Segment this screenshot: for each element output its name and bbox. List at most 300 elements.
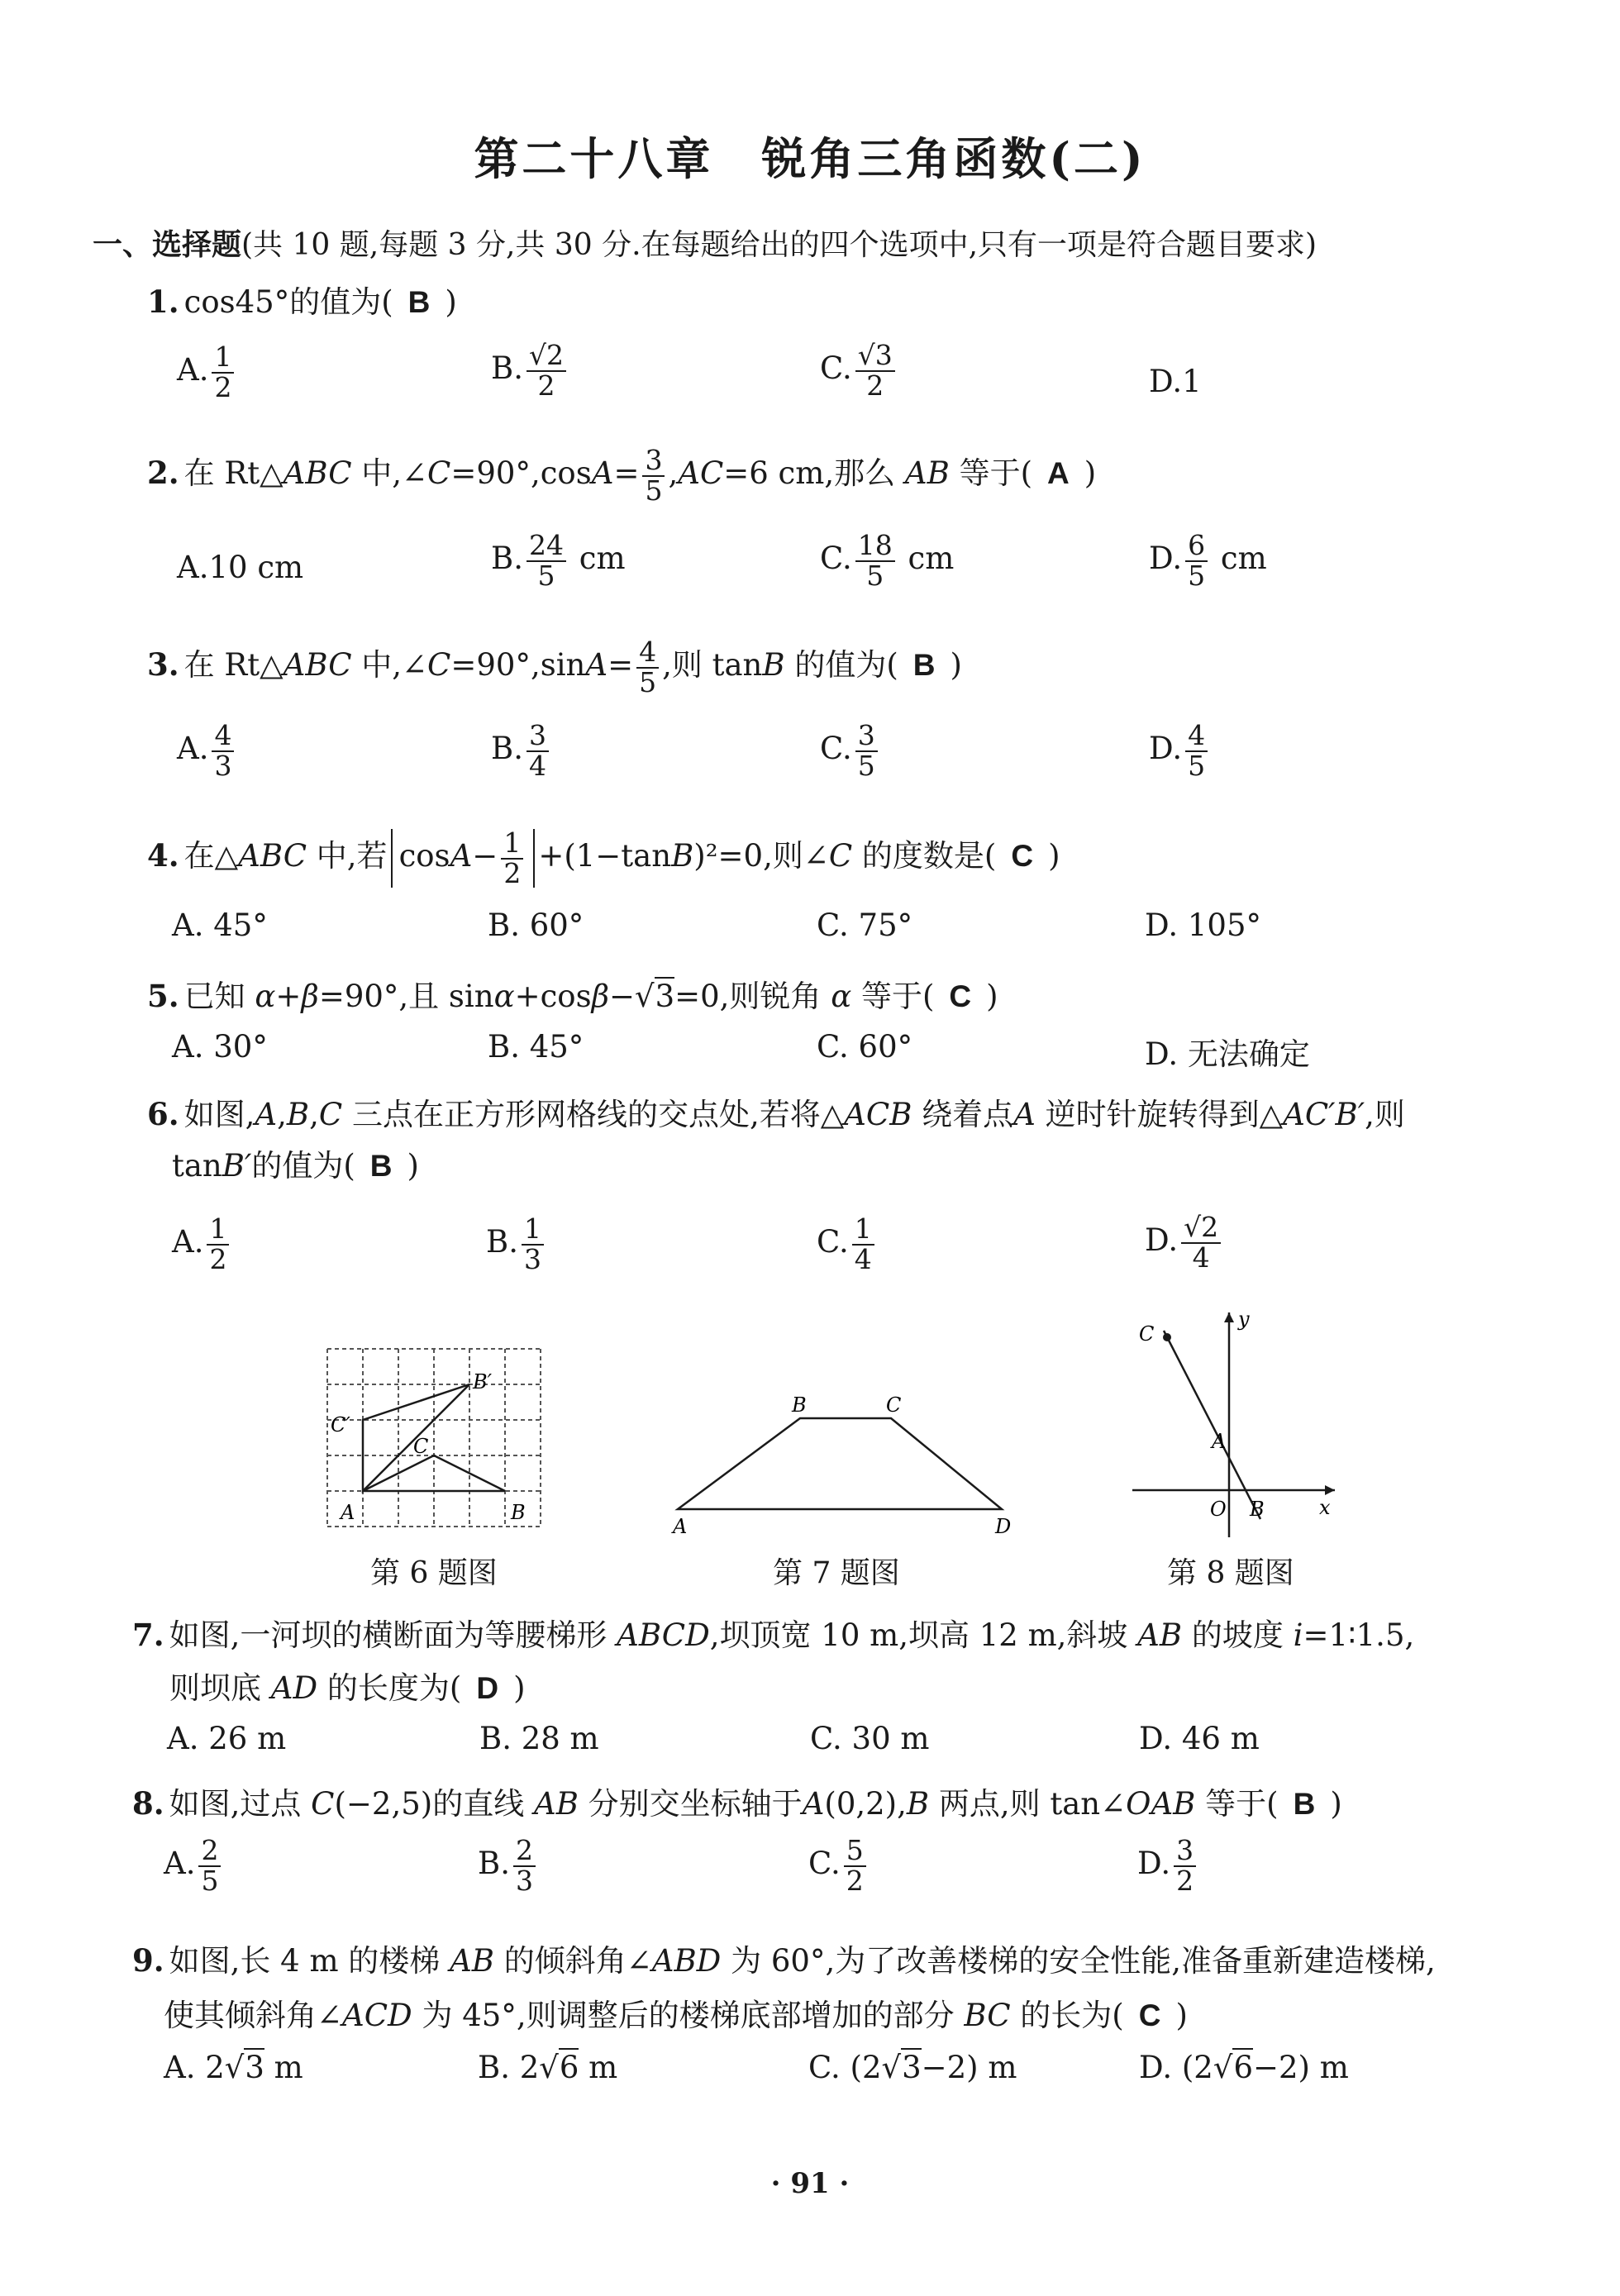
question-text: 则坝底: [169, 1670, 271, 1706]
option-6b[interactable]: [486, 1212, 547, 1275]
option-3a[interactable]: [177, 719, 237, 782]
question-text: ,: [309, 1097, 319, 1132]
figure-7-caption: 第 7 题图: [773, 1556, 900, 1590]
question-text: (−2,5)的直线: [334, 1786, 534, 1822]
question-text: 逆时针旋转得到△: [1035, 1097, 1284, 1132]
y-axis-arrow: [1224, 1312, 1234, 1322]
question-text: 中,∠: [351, 455, 428, 492]
question-text: 如图,: [183, 1097, 255, 1132]
option-9b[interactable]: [478, 2050, 617, 2085]
option-text: 30°: [213, 1029, 268, 1065]
question-text: 如图,过点: [169, 1786, 312, 1822]
question-text: 等于(: [949, 455, 1033, 492]
radicand: 6: [559, 2050, 579, 2085]
label-x: x: [1319, 1496, 1331, 1519]
option-label: B.: [488, 907, 520, 943]
question-number: 4.: [147, 837, 179, 874]
point-c: [1163, 1333, 1171, 1341]
numerator: 4: [212, 722, 234, 752]
question-text: tan: [172, 1148, 222, 1184]
math-var: i: [1293, 1617, 1303, 1653]
option-4a[interactable]: [172, 907, 268, 943]
question-text: ,坝顶宽 10 m,坝高 12 m,斜坡: [709, 1617, 1138, 1653]
option-text: (2: [1181, 2050, 1213, 2085]
question-3: [147, 638, 962, 697]
option-5c[interactable]: [817, 1029, 912, 1065]
option-text: 60°: [858, 1029, 913, 1065]
option-4b[interactable]: [488, 907, 584, 943]
denominator: 3: [523, 1242, 541, 1275]
question-number: 9.: [132, 1942, 164, 1979]
question-4: [147, 826, 1060, 889]
option-label: A.: [167, 1721, 199, 1756]
denominator: 2: [209, 1242, 227, 1275]
option-7c[interactable]: [810, 1721, 929, 1756]
option-8d[interactable]: [1137, 1836, 1199, 1895]
question-text: ,: [277, 1097, 287, 1132]
option-text: 45°: [213, 907, 268, 943]
question-number: 6.: [147, 1096, 179, 1132]
denominator: 4: [1192, 1241, 1210, 1274]
question-9-line2: [164, 1990, 1188, 2035]
math-var: AB: [450, 1943, 494, 1979]
label-O: O: [1210, 1498, 1227, 1521]
option-text: (2: [850, 2050, 882, 2085]
question-text: +: [275, 979, 302, 1014]
page-number: · 91 ·: [770, 2167, 850, 2200]
question-text: 两点,则 tan∠: [929, 1786, 1127, 1822]
label-C: C: [1139, 1322, 1155, 1346]
question-text: 的度数是(: [852, 838, 997, 874]
math-var: B: [906, 1786, 930, 1822]
option-4c[interactable]: [817, 907, 912, 943]
label-B: B: [511, 1501, 526, 1524]
numerator: √3: [855, 341, 895, 372]
math-var: ACD: [342, 1998, 412, 2033]
denominator: 4: [854, 1242, 872, 1275]
option-text: 2: [519, 2050, 540, 2085]
label-y: y: [1238, 1308, 1250, 1331]
label-B: B: [792, 1393, 807, 1417]
numerator: 1: [852, 1215, 874, 1246]
question-text: )²=0,则∠: [693, 838, 829, 874]
option-7a[interactable]: [167, 1721, 286, 1756]
option-label: B.: [491, 731, 523, 767]
label-C-prime: C′: [331, 1413, 350, 1436]
fraction: [642, 446, 665, 505]
fraction: [636, 638, 659, 697]
question-text: ): [986, 979, 998, 1014]
question-number: 7.: [132, 1617, 164, 1653]
fraction: [1185, 719, 1208, 782]
option-label: D.: [1139, 1721, 1173, 1756]
math-var: β: [301, 979, 319, 1014]
option-label: A.: [177, 731, 209, 767]
page-title: 第二十八章 锐角三角函数(二): [474, 132, 1146, 185]
sqrt-sign: √: [224, 2050, 245, 2085]
math-var: C: [318, 1097, 343, 1132]
question-text: 已知: [183, 979, 255, 1014]
question-text: =90°,sin: [450, 647, 586, 684]
denominator: 4: [528, 749, 546, 782]
fraction: [526, 531, 566, 590]
option-text: 28 m: [521, 1721, 599, 1756]
option-label: D.: [1139, 2050, 1173, 2085]
denominator: 2: [537, 369, 555, 402]
question-text: ): [407, 1148, 419, 1184]
label-B: B: [1250, 1498, 1265, 1521]
option-label: D.: [1149, 731, 1183, 767]
fraction: [1174, 1836, 1196, 1895]
numerator: √2: [1181, 1213, 1221, 1244]
x-axis-arrow: [1325, 1485, 1335, 1495]
option-6c[interactable]: [817, 1212, 878, 1275]
math-var: B: [286, 1097, 310, 1132]
option-8c[interactable]: [808, 1836, 870, 1895]
trapezoid-abcd: [678, 1418, 1002, 1509]
option-text: 10 cm: [208, 550, 304, 585]
question-text: 在△: [183, 838, 239, 874]
denominator: 5: [1188, 559, 1206, 592]
math-var: C: [311, 1786, 335, 1822]
question-number: 5.: [147, 978, 179, 1014]
question-number: 2.: [147, 455, 179, 492]
question-text: ,则 tan: [662, 647, 763, 684]
math-var: A: [585, 647, 608, 684]
label-A: A: [673, 1515, 688, 1537]
option-label: D.: [1145, 907, 1179, 943]
question-text: cos45°的值为(: [183, 284, 393, 320]
question-text: 如图,长 4 m 的楼梯: [169, 1943, 450, 1979]
denominator: 5: [645, 474, 663, 507]
option-3b[interactable]: [491, 719, 552, 782]
figure-8-axes: [1124, 1298, 1347, 1546]
label-A: A: [341, 1501, 355, 1524]
option-label: C.: [817, 907, 849, 943]
question-text: 为 60°,为了改善楼梯的安全性能,准备重新建造楼梯,: [721, 1943, 1436, 1979]
option-label: B.: [478, 1846, 510, 1882]
question-text: 的值为(: [784, 647, 898, 684]
question-text: ,则: [1365, 1097, 1405, 1132]
figure-6-grid: [322, 1339, 562, 1537]
math-var: BC: [964, 1998, 1011, 2033]
option-9a[interactable]: [164, 2050, 303, 2085]
numerator: √2: [526, 341, 566, 372]
option-2d[interactable]: [1149, 531, 1267, 590]
question-text: 分别交坐标轴于: [578, 1786, 803, 1822]
math-var: ABC: [283, 455, 352, 492]
question-2: [147, 446, 1096, 505]
answer: B: [369, 1149, 393, 1183]
fraction: [1185, 531, 1208, 590]
option-label: B.: [486, 1224, 518, 1260]
option-5a[interactable]: [172, 1029, 268, 1065]
label-C: C: [886, 1393, 902, 1417]
option-3c[interactable]: [820, 719, 881, 782]
question-text: ): [445, 284, 457, 320]
math-var: ABD: [651, 1943, 722, 1979]
fraction: [526, 719, 549, 782]
option-label: A.: [177, 550, 209, 585]
denominator: 5: [201, 1864, 219, 1897]
math-var: ACB: [844, 1097, 912, 1132]
question-text: ): [1330, 1786, 1342, 1822]
question-text: 三点在正方形网格线的交点处,若将△: [342, 1097, 845, 1132]
answer: C: [1011, 839, 1034, 874]
question-text: 的长为(: [1010, 1998, 1124, 2033]
denominator: 3: [214, 749, 232, 782]
sqrt-sign: √: [881, 2050, 902, 2085]
answer: B: [1293, 1787, 1316, 1821]
math-var: A: [1013, 1097, 1036, 1132]
denominator: 3: [515, 1864, 533, 1897]
denominator: 2: [214, 370, 232, 403]
question-text: =0,则锐角: [674, 979, 831, 1014]
question-text: =90°,且 sin: [318, 979, 494, 1014]
section-header: [93, 222, 1317, 264]
option-label: A.: [177, 352, 209, 388]
denominator: 5: [1188, 749, 1206, 782]
fraction: [855, 719, 878, 782]
question-text: 如图,一河坝的横断面为等腰梯形: [169, 1617, 617, 1653]
math-var: A: [802, 1786, 825, 1822]
math-var: AB: [1137, 1617, 1183, 1653]
option-8a[interactable]: [164, 1836, 224, 1895]
option-1b[interactable]: [491, 341, 569, 400]
unit: cm: [908, 541, 955, 577]
option-9d[interactable]: [1139, 2050, 1349, 2085]
fraction: [852, 1212, 874, 1275]
numerator: 4: [636, 638, 659, 669]
option-label: C.: [808, 1846, 841, 1882]
option-text: 105°: [1187, 907, 1261, 943]
numerator: 6: [1185, 531, 1208, 562]
question-text: −: [472, 838, 498, 874]
option-2a[interactable]: [177, 550, 303, 585]
question-1: [147, 277, 457, 322]
question-text: ): [513, 1670, 526, 1706]
option-8b[interactable]: [478, 1836, 539, 1895]
question-text: 等于(: [1195, 1786, 1279, 1822]
question-text: ): [950, 647, 962, 684]
option-label: D.: [1137, 1846, 1171, 1882]
question-text: 中,∠: [351, 647, 428, 684]
question-number: 3.: [147, 646, 179, 684]
question-text: =6 cm,那么: [723, 455, 905, 492]
denominator: 5: [866, 559, 884, 592]
option-1c[interactable]: [820, 341, 898, 400]
question-text: 的值为(: [251, 1148, 355, 1184]
option-2b[interactable]: [491, 531, 626, 590]
option-text: −2) m: [921, 2050, 1017, 2085]
numerator: 1: [212, 343, 234, 374]
denominator: 2: [866, 369, 884, 402]
option-text: 45°: [529, 1029, 584, 1065]
option-label: B.: [491, 541, 523, 577]
option-4d[interactable]: [1145, 907, 1261, 943]
numerator: 3: [526, 722, 549, 752]
option-1a[interactable]: [177, 343, 237, 402]
question-text: ): [1048, 838, 1060, 874]
denominator: 5: [639, 665, 657, 698]
sqrt-sign: √: [539, 2050, 559, 2085]
option-text: 2: [205, 2050, 225, 2085]
question-text: ): [1084, 455, 1097, 492]
numerator: 4: [1185, 722, 1208, 752]
question-text: +(1−tan: [538, 838, 672, 874]
option-text: 30 m: [851, 1721, 930, 1756]
denominator: 2: [1176, 1864, 1194, 1897]
question-number: 1.: [147, 283, 179, 320]
fraction: [526, 341, 566, 400]
math-var: AD: [270, 1670, 318, 1706]
figure-8-caption: 第 8 题图: [1167, 1556, 1294, 1590]
math-var: A: [591, 455, 614, 492]
option-label: D.: [1149, 541, 1183, 577]
option-7d[interactable]: [1139, 1721, 1260, 1756]
math-var: ABCD: [617, 1617, 710, 1653]
question-7: [132, 1610, 1414, 1655]
numerator: 3: [642, 446, 665, 477]
option-3d[interactable]: [1149, 719, 1211, 782]
numerator: 24: [526, 531, 566, 562]
question-text: 的坡度: [1182, 1617, 1294, 1653]
numerator: 1: [501, 829, 523, 860]
math-var: B′: [222, 1148, 252, 1184]
fraction: [207, 1212, 229, 1275]
math-var: α: [831, 979, 852, 1014]
question-text: 在 Rt△: [183, 647, 284, 684]
fraction: [212, 719, 234, 782]
question-text: =: [613, 455, 640, 492]
sqrt-sign: √: [1213, 2050, 1233, 2085]
question-text: (0,2),: [824, 1786, 907, 1822]
fraction: [212, 343, 234, 402]
option-2c[interactable]: [820, 531, 954, 590]
fraction: [855, 341, 895, 400]
option-label: C.: [808, 2050, 841, 2085]
option-text: 75°: [858, 907, 913, 943]
question-text: 中,若: [307, 838, 388, 874]
option-label: B.: [488, 1029, 520, 1065]
option-text: 无法确定: [1187, 1036, 1310, 1072]
option-6d[interactable]: [1145, 1213, 1224, 1272]
numerator: 2: [198, 1836, 221, 1867]
question-text: ): [1175, 1998, 1188, 2033]
option-1d[interactable]: [1149, 364, 1202, 399]
fraction: [513, 1836, 536, 1895]
denominator: 5: [857, 749, 875, 782]
question-text: 的长度为(: [317, 1670, 462, 1706]
denominator: 2: [846, 1864, 864, 1897]
fraction: [198, 1836, 221, 1895]
figure-7-trapezoid: [661, 1389, 1025, 1537]
option-5d[interactable]: [1145, 1029, 1310, 1074]
label-D: D: [995, 1515, 1012, 1537]
option-label: C.: [817, 1224, 849, 1260]
section-label: 一、选择题: [93, 227, 242, 262]
option-label: A.: [164, 2050, 196, 2085]
answer: A: [1047, 456, 1070, 491]
answer: C: [1138, 1998, 1161, 2032]
numerator: 1: [207, 1215, 229, 1246]
fraction: [1181, 1213, 1221, 1272]
label-B-prime: B′: [473, 1370, 493, 1393]
option-6a[interactable]: [172, 1212, 232, 1275]
question-text: 为 45°,则调整后的楼梯底部增加的部分: [412, 1998, 965, 2033]
label-C: C: [413, 1435, 429, 1458]
option-text: m: [579, 2050, 618, 2085]
option-5b[interactable]: [488, 1029, 584, 1065]
question-text: −: [608, 979, 635, 1014]
option-text: m: [264, 2050, 303, 2085]
label-A: A: [1212, 1430, 1227, 1453]
option-label: B.: [478, 2050, 510, 2085]
fraction: [501, 826, 523, 889]
option-7b[interactable]: [479, 1721, 599, 1756]
math-var: A: [255, 1097, 278, 1132]
math-var: ABC: [283, 647, 352, 684]
math-var: C: [828, 838, 853, 874]
option-label: D.: [1145, 1222, 1179, 1259]
answer: D: [476, 1671, 499, 1705]
option-9c[interactable]: [808, 2050, 1017, 2085]
option-text: 1: [1182, 364, 1202, 399]
question-text: 绕着点: [912, 1097, 1014, 1132]
answer: B: [407, 285, 431, 319]
question-text: 使其倾斜角∠: [164, 1998, 343, 2033]
option-label: C.: [820, 731, 852, 767]
option-label: D.: [1149, 364, 1183, 399]
math-var: C: [427, 647, 451, 684]
math-var: AB: [533, 1786, 579, 1822]
question-text: cos: [398, 838, 450, 874]
denominator: 2: [503, 856, 522, 889]
option-text: 60°: [529, 907, 584, 943]
section-note: (共 10 题,每题 3 分,共 30 分.在每题给出的四个选项中,只有一项是符合题目要求): [241, 228, 1317, 262]
sqrt-sign: √: [634, 979, 655, 1014]
question-text: 在 Rt△: [183, 455, 284, 492]
question-text: ,: [668, 455, 679, 492]
absolute-value: [391, 826, 536, 889]
question-7-line2: [169, 1663, 526, 1708]
option-label: C.: [817, 1029, 849, 1065]
numerator: 3: [855, 722, 878, 752]
math-var: OAB: [1126, 1786, 1196, 1822]
question-text: 的倾斜角∠: [494, 1943, 652, 1979]
question-number: 8.: [132, 1785, 164, 1822]
question-text: =90°,cos: [450, 455, 592, 492]
option-label: C.: [820, 350, 852, 387]
fraction: [844, 1836, 866, 1895]
math-var: α: [493, 979, 515, 1014]
radicand: 3: [902, 2050, 922, 2085]
math-var: C: [427, 455, 451, 492]
numerator: 2: [513, 1836, 536, 1867]
numerator: 3: [1174, 1836, 1196, 1867]
math-var: AC: [678, 455, 724, 492]
question-8: [132, 1779, 1342, 1823]
math-var: α: [255, 979, 276, 1014]
option-text: 46 m: [1181, 1721, 1260, 1756]
answer: B: [912, 648, 936, 683]
question-text: =: [608, 647, 634, 684]
question-6-line2: [172, 1141, 419, 1185]
math-var: β: [591, 979, 609, 1014]
radicand: 3: [655, 979, 675, 1014]
radicand: 3: [245, 2050, 264, 2085]
numerator: 5: [844, 1836, 866, 1867]
